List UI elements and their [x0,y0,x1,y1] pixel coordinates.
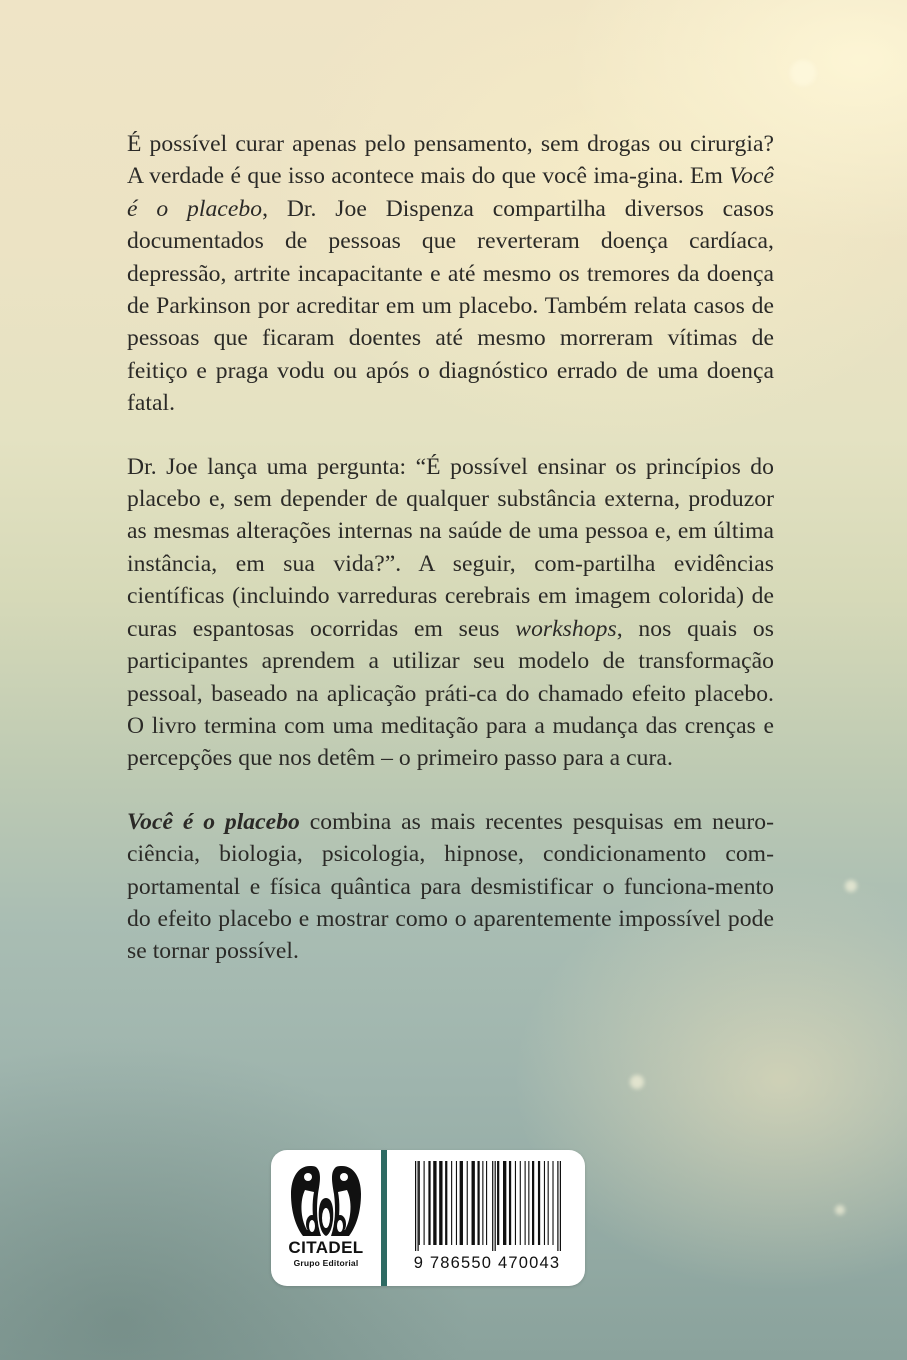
card-divider [381,1150,387,1286]
barcode-bar [560,1161,561,1251]
light-sparkle [835,1205,845,1215]
synopsis-paragraph [127,451,774,775]
barcode-bar [525,1161,526,1245]
barcode-bar [451,1161,452,1245]
barcode-bar [482,1161,483,1245]
barcode-bar [552,1161,553,1245]
italic-text: Você é o placebo [127,163,774,222]
publisher-logo [271,1150,381,1286]
barcode-bar [528,1161,529,1245]
barcode-bar [495,1161,496,1251]
barcode-bar [544,1161,545,1245]
barcode-bar [467,1161,468,1245]
italic-text: workshops [515,615,617,642]
barcode-bar [503,1161,506,1245]
synopsis-paragraph [127,128,774,420]
paragraph-text: , nos quais os participantes aprendem a utilizar seu modelo de transformação pessoal, baseado na aplicação práti-ca do chamado efeito placebo. O livro termina com uma meditação para a mudança das crenças e percepções que nos detêm – o primeiro passo para a cura. [127,615,774,772]
publisher-barcode-card [271,1150,585,1286]
barcode-bar [433,1161,436,1245]
barcode-bar [417,1161,418,1251]
synopsis-text [127,128,774,999]
barcode-bar [492,1161,493,1251]
barcode-bar [532,1161,534,1245]
barcode-bar [486,1161,487,1245]
barcode-bar [456,1161,457,1245]
light-sparkle [790,60,816,86]
barcode-bar [520,1161,521,1245]
barcode-bar [477,1161,479,1245]
paragraph-text: , Dr. Joe Dispenza compartilha diversos casos documentados de pessoas que reverteram doença cardíaca, depressão, artrite incapacitante e até mesmo os tremores da doença de Parkinson por acreditar em um placebo. Também relata casos de pessoas que ficaram doentes até mesmo morreram vítimas de feitiço e praga vodu ou após o diagnóstico errado de uma doença fatal. [127,195,774,417]
barcode-bar [538,1161,540,1245]
light-sparkle [845,880,857,892]
light-sparkle [630,1075,644,1089]
penguins-logo-icon [288,1164,364,1238]
barcode-bar [515,1161,516,1245]
barcode-bar [460,1161,463,1245]
barcode-bar [557,1161,558,1251]
isbn-number: 9 786550 470043 [413,1254,561,1272]
paragraph-text: É possível curar apenas pelo pensamento, sem drogas ou cirurgia? A verdade é que isso acontece mais do que você ima-gina. Em [127,131,774,190]
publisher-subtitle: Grupo Editorial [293,1258,359,1268]
barcode-bar [472,1161,475,1245]
paragraph-text: Dr. Joe lança uma pergunta: “É possível ensinar os princípios do placebo e, sem depender de qualquer substância externa, produzor as mesmas alterações internas na saúde de uma pessoa e, em última instância, em sua vida?”. A seguir, com-partilha evidências científicas (incluindo varreduras cerebrais em imagem colorida) de curas espantosas ocorridas em seus [127,453,774,642]
barcode-bar [415,1161,416,1251]
barcode-bar [548,1161,549,1245]
paragraph-text: combina as mais recentes pesquisas em neuro-ciência, biologia, psicologia, hipnose, condicionamento com-portamental e física quântica para desmistificar o funciona-mento do efeito placebo e mostrar como o aparentemente impossível pode se tornar possível. [127,808,774,965]
barcode-bar [497,1161,499,1245]
barcode-bar [509,1161,511,1245]
barcode-bars [415,1161,561,1251]
barcode-bar [445,1161,447,1245]
barcode-bar [428,1161,430,1245]
barcode-bar [424,1161,425,1245]
barcode-bar [439,1161,442,1245]
book-title-text: Você é o placebo [127,808,300,835]
isbn-barcode [389,1150,585,1286]
synopsis-paragraph [127,806,774,968]
barcode-bar [419,1161,420,1245]
publisher-name: CITADEL [288,1238,364,1257]
